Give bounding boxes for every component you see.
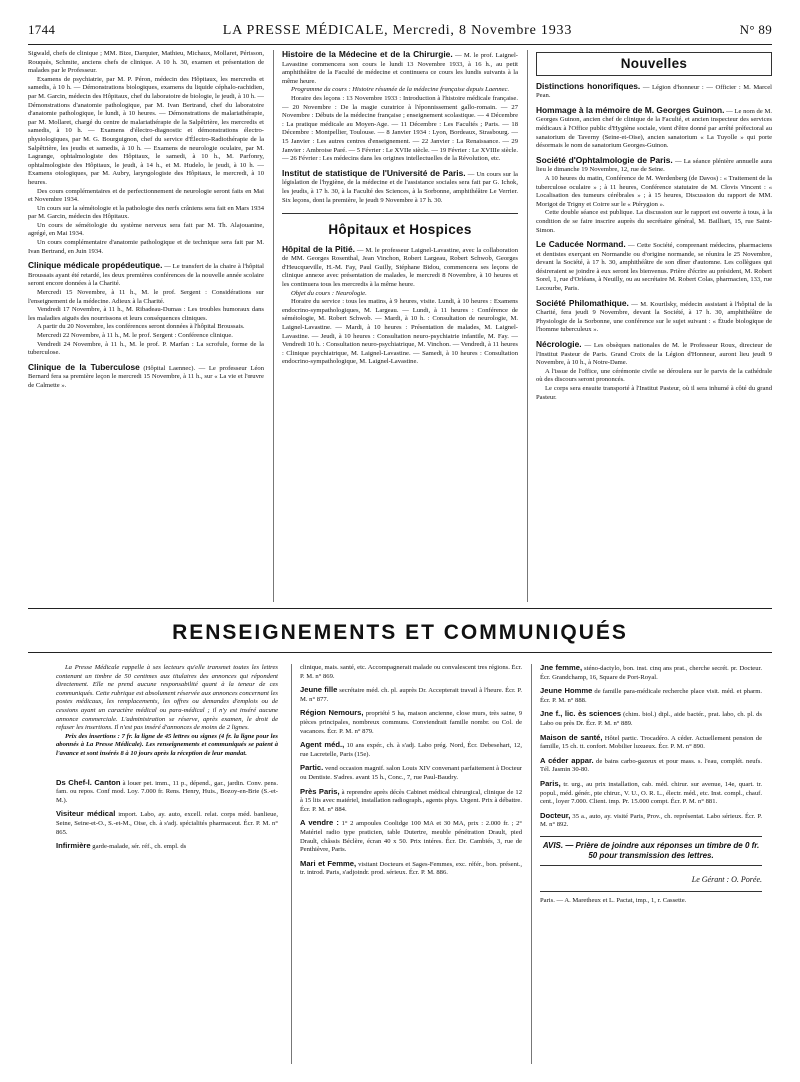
classified-ad [540,734,762,752]
classified-ad [300,764,522,782]
paragraph: Un cours sur la séméiologie et la pathologie des nerfs crâniens sera fait en Mars 1934 par M. Garcin, médecin des Hôpitaux. [28,204,264,221]
article-text: — Cette Société, comprenant médecins, pharmaciens et dentistes exerçant en Normandie ou d'origine normande, se réunira le 25 Novembre, devant la Société, à 17 h. 30, amphithéâtre de son dîner d'automne. Les collègues qui désireraient se joindre à eux seront les bienvenus. Prière d'écrire au président, M. Robert Sorel, 1, rue d'Orléans, à Neuilly, ou au secrétaire M. Robert Colas, pharmacien, 133, rue Lecourbe, Paris. [536,242,772,293]
ad-heading: Près Paris, [300,786,340,796]
ad-heading: Mari et Femme, [300,858,357,868]
classified-ad-continued: clinique, mais. santé, etc. Accompagnerait malade ou convalescent tres régions. Écr. P. M. n° 869. [300,664,522,680]
intro-notice [56,664,278,759]
paragraph: Un cours complémentaire d'anatomie pathologique et de technique sera fait par M. Ivan Bertrand, en Juin 1934. [28,239,264,255]
article-text: — Les obsèques nationales de M. le Professeur Roux, directeur de l'Institut Pasteur de Paris. Grand Croix de la Légion d'Honneur, auront lieu jeudi 9 Novembre, à 10 h., à Notre-Dame. [536,342,772,367]
classified-ad [540,687,762,705]
paragraph: Sigwald, chefs de clinique ; MM. Bize, Darquier, Mathieu, Michaux, Mollaret, Périsson, Rouquès, Schmite, anciens chefs de clinique. A 10 h. 30, examen et présentation de malades par le Professeur. [28,50,264,75]
ad-heading: A céder appar. [540,755,594,765]
article-text: — M. le prof. Laignel-Lavastine commencera son cours le lundi 13 Novembre 1933, à 16 h., au petit amphithéâtre de la Faculté de médecine et continuera ce cours les lundis suivants à la même heure. [282,52,518,85]
section-heading: Hôpitaux et Hospices [282,213,518,245]
article [536,156,772,175]
section-rule [28,608,772,609]
article-text: — M. Kourilsky, médecin assistant à l'hôpital de la Charité, fera jeudi 9 Novembre, devant la Société, à 17 h. 30, amphithéâtre de Physiologie de la Sorbonne, une conférence sur le sujet suivant : « Étude biologique de l'homme tuberculeux ». [536,300,772,334]
paragraph: A partir du 20 Novembre, les conférences seront données à l'hôpital Broussais. [37,323,245,331]
intro-paragraph: La Presse Médicale rappelle à ses lecteurs qu'elle transmet toutes les lettres contenant un timbre de 50 centimes aux titulaires des annonces qui répondent directement. Elle ne prend aucune responsabilité quant à la teneur de ces communiqués. Cette rubrique est absolument réservée aux annonces concernant les postes médicaux, les remplacements, les offres ou demandes d'emplois ou de cessions ayant un caractère médical ou para-médical ; il n'y est inséré aucune annonce commerciale. L'administration se réserve, après examen, le droit de refuser les insertions. Il n'est pas inséré d'annonces de moins de 2 lignes. [56,664,278,732]
article [536,106,772,151]
paragraph: A 10 heures du matin, Conférence de M. Werdenberg (de Davos) : « Traitement de la tuberculose oculaire » ; à 11 heures, Conférence statutaire de M. Clovis Vincent : « Localisation des tumeurs cérébrales » ; à 15 heures, Discussion du rapport de MM. Morigot de Trigny et Coirre sur le « Ptérygion ». [536,174,772,208]
article-heading: Histoire de la Médecine et de la Chirurgie. [282,50,453,59]
ad-heading: Ds Chef-l. Canton [56,777,121,787]
renseignements-column-2 [300,664,522,1064]
ad-heading: Jne femme, [540,664,583,672]
renseignements-title: RENSEIGNEMENTS ET COMMUNIQUÉS [172,621,628,644]
page-number: 1744 [28,22,56,37]
paragraph: Le corps sera ensuite transporté à l'Institut Pasteur, où il sera inhumé à côté du grand Pasteur. [536,385,772,401]
article-text: — Le transfert de la chaire à l'hôpital Broussais ayant été retardé, les deux premières conférences de la nouvelle année scolaire seront encore données à la Charité. [28,263,264,288]
paragraph: Des cours complémentaires et de perfectionnement de neurologie seront faits en Mai et Novembre 1934. [28,187,264,204]
ad-heading: Docteur, [540,810,571,820]
ad-heading: Région Nemours, [300,708,364,718]
classified-ad [56,779,278,806]
ad-text: garde-malade, sér. réf., ch. empl. ds [92,843,187,851]
article-text: — Légion d'honneur : — Officier : M. Marcel Pean. [536,83,772,100]
paragraph: Mercredi 15 Novembre, à 11 h., M. le prof. Sergent : Considérations sur l'enseignement de la médecine. Adieux à la Charité. [28,289,264,305]
article-heading: Société d'Ophtalmologie de Paris. [536,154,673,165]
paragraph: Vendredi 17 Novembre, à 11 h., M. Ribadeau-Dumas : Les troubles humoraux dans les maladies aiguës des nourrissons et leurs conséquences cliniques. [28,306,264,322]
ad-text: 10 ans expér., ch. à s'adj. Labo prég. Nord, Écr. Debesehart, 12, rue Lacretelle, Paris (15e). [300,742,522,758]
column-divider [273,50,274,602]
paragraph: A l'issue de l'office, une cérémonie civile se déroulera sur le parvis de la cathédrale où des discours seront prononcés. [536,367,772,384]
classified-ad [56,842,278,852]
ad-heading: Maison de santé, [540,732,603,742]
paragraph: Cette double séance est publique. La discussion sur le rapport est ouverte à tous, à la condition de se faire inscrire auprès du secrétaire général, M. Bailliart, 15, rue Saint-Simon. [536,209,772,234]
article [282,169,518,205]
gerant-signature: Le Gérant : O. Porée. [540,876,762,892]
column-1 [28,50,264,602]
paragraph: Programme du cours : Histoire résumée de la médecine française depuis Laennec. [291,86,510,94]
classified-ad [540,757,762,775]
article-heading: Hommage à la mémoire de M. Georges Guinon. [536,104,725,115]
ad-heading: Jeune fille [300,685,338,695]
ad-text: secrétaire méd. ch. pl. auprès Dr. Accepterait travail à l'heure. Écr. P. M. n° 877. [300,687,522,703]
column-divider [527,50,528,602]
article-text: (Hôpital Laennec). — Le professeur Léon Bernard fera sa première leçon le mercredi 15 Novembre, à 11 h., sur « La vie et l'œuvre de Calmette ». [28,364,264,389]
article-text: — Le nom de M. Georges Guinon, ancien chef de clinique de la Faculté, et ancien inspecteur des services médicaux à l'Office public d'Hygiène sociale, vient d'être donné par arrêté préfectoral au sanatorium de Taverny (Seine-et-Oise), ancien sanatorium « La Tuyolle » qui porte désormais le nom de sanatorium Georges-Guinon. [536,107,772,150]
classified-ad [300,860,522,878]
article [28,261,264,289]
article-heading: Hôpital de la Pitié. [282,243,355,254]
journal-title: LA PRESSE MÉDICALE, Mercredi, 8 Novembre 1933 [222,23,573,38]
ad-heading: Visiteur médical [56,809,116,819]
article-heading: Clinique de la Tuberculose [28,361,140,372]
article [536,240,772,294]
classified-ad [540,664,762,682]
ad-text: sténo-dactylo, bon. inst. cinq ans prat., cherche secrét. pr. Docteur. Écr. Grandchamp, 16, Square de Port-Royal. [540,665,762,681]
article-heading: Institut de statistique de l'Université de Paris. [282,167,466,178]
article-heading: Le Caducée Normand. [536,239,626,250]
article-heading: Société Philomathique. [536,297,629,308]
article-heading: Distinctions honorifiques. [536,80,641,91]
ad-text: propriété 5 ha, maison ancienne, close murs, très saine, 9 pièces principales, nombreux communs. Conviendrait famille nombr. ou Col. de vacances. Écr. P. M. n° 879. [300,710,522,735]
ad-heading: Paris, [540,778,561,788]
ad-text: visitant Docteurs et Sages-Femmes, exc. référ., bon. présent., tr. introd. Paris, s'adjoindr. prod. sérieux. Écr. P. M. 886. [300,860,522,877]
paragraph: Examens de psychiatrie, par M. P. Péron, médecin des Hôpitaux, les mercredis et samedis, à 10 h. — Démonstrations biologiques, examens du liquide céphalo-rachidien, par M. Garcin, médecin des Hôpitaux, chef du laboratoire de biologie, le jeudi, à 10 h. — Démonstrations d'anatomie pathologique, par M. Ivan Bertrand, chef du laboratoire d'anatomie pathologique, le lundi, à 10 heures. — Démonstrations de malariathérapie, par M. Mollaret, chargé du centre de malariathérapie de la Salpêtrière, les mercredis et samedis, à 10 h. — Examens d'électro-diagnostic et démonstrations électro-physiologiques, par M. G. Bourguignon, chef du service d'Électro-Radiothérapie de la Salpêtrière, les jeudis et samedis, à 10 h. — Examens de neurologie oculaire, par M. Lagrange, ophtalmologiste des Hôpitaux, le samedi, à 10 h., M. Parfonry, ophtalmologiste des Hôpitaux, le jeudi, à 14 h., et M. Hudelo, le jeudi, à 10 h. — Examens otologiques, par M. Aubry, laryngologiste des Hôpitaux, le mercredi, à 10 heures. [28,75,264,186]
ad-heading: Jne f., lic. ès sciences [540,709,622,719]
renseignements-column-3 [540,664,762,1064]
classified-ad [540,710,762,728]
ad-text: à reprendre après décès Cabinet médical chirurgical, clinique de 12 à 15 lits avec matériel, installation radiograph., agents phys. Urgent. Prix à débattre. Écr. P. M. n° 884. [300,788,522,813]
column-2 [282,50,518,602]
header-rule [28,44,772,45]
column-divider [531,664,532,1064]
classified-ad [56,810,278,837]
ad-text: tr. urg., au prix installation, cab. méd. chirur. sur avenue, 14e, quart. tr. popul., méd. génér., pte chirur., V. U., O. R. L., électr. méd., etc. Inst. compl., chauf. cent., loyer 7.000. Client. imp. Pr. 15.000 compt. Écr. P. M. n° 881. [540,780,762,806]
article [536,299,772,335]
article [28,363,264,391]
paragraph: Un cours de séméiologie du système nerveux sera fait par M. Th. Alajouanine, agrégé, en Mai 1934. [28,221,264,238]
ad-heading: Infirmière [56,841,91,851]
ad-text: de famille para-médicale recherche place visit. méd. et pharm. Écr. P. M. n° 888. [540,688,762,704]
ad-text: vend occasion magnif. salon Louis XIV convenant parfaitement à Docteur ou Dentiste. S'adres. avant 15 h., Conc., 7, rue Paul-Baudry. [300,765,522,781]
ad-heading: Jeune Homme [540,686,593,696]
avis-notice: AVIS. — Prière de joindre aux réponses un timbre de 0 fr. 50 pour transmission des lettres. [540,836,762,866]
article [536,340,772,368]
section-rule [28,652,772,653]
classified-ad [300,819,522,854]
paragraph: Horaire du service : tous les matins, à 9 heures, visite. Lundi, à 10 heures : Examens endocrino-sympathologiques, M. Largeau. — Lundi, à 11 heures : Conférence de séméiologie, M. Robert Schwob. — Mardi, à 10 h. : Consultation de neurologie, M. Laignel-Lavastine. — Mardi, à 10 heures : Présentation de malades, M. Laignel-Lavastine. — Jeudi, à 10 heures : Consultation neuro-psychiatrie infantile, M. Fay. — Vendredi 10 h. : Consultation neuro-psychiatrique, M. Vinchon. — Vendredi, à 11 heures : Clinique psychiatrique, M. Laignel-Lavastine. — Samedi, à 10 heures : Consultation endocrino-sympathologique, M. Laignel-Lavastine. [282,298,518,366]
classified-ad [300,709,522,736]
running-header [28,22,772,42]
intro-paragraph: Prix des insertions : 7 fr. la ligne de 45 lettres ou signes (4 fr. la ligne pour les abonnés à La Presse Médicale). Les renseignements et communiqués se paient à l'avance et sont insérés 8 à 10 jours après la réception de leur mandat. [56,732,278,757]
classified-ad [300,686,522,704]
column-3 [536,50,772,602]
ad-text: 1° 2 ampoules Coolidge 100 MA et 30 MA, prix : 2.000 fr. ; 2° Matériel radio type praticien, table Dutertre, meuble pénétration Drault, pied Drault, châssis Béclère, écran 40 x 50. Prix intéres. Écr. Dr. Cambiés, 3, rue de Penthièvre, Paris. [300,820,522,854]
nouvelles-box [536,52,772,76]
article-text: — M. le professeur Laignel-Lavastine, avec la collaboration de MM. Georges Rosenthal, Jean Vinchon, Robert Largeau, Robert Schwob, Georges d'Heucqueville, H.-M. Fay, Paul Guilly, Stéphane Bidou, commencera ses leçons de clinique annexe avec présentation de malades, le mercredi 8 Novembre, à 10 heures et les continuera tous les mercredis à la même heure. [282,246,518,289]
ad-text: 35 a., auto, ay. visité Paris, Prov., ch. représentat. Labo sérieux. Écr. P. M. n° 892. [540,812,762,829]
classified-ad [300,788,522,815]
ad-text: (chim. biol.) dipl., aide bactér., prat. labo, ch. pl. ds Labo ou près Dr. Écr. P. M. n° 889. [540,711,762,727]
ad-heading: Agent méd., [300,740,345,750]
section-heading: Nouvelles [620,56,688,71]
classified-ad [540,780,762,807]
paragraph: Horaire des leçons : 13 Novembre 1933 : Introduction à l'histoire médicale française. — 20 Novembre : De la magie curatrice à l'éponnissement gallo-romain. — 27 Novembre : Débuts de la médecine française ; enseignement scolastique. — 4 Décembre : La pratique médicale au Moyen-Age. — 11 Décembre : Les Facultés ; Paris. — 18 Décembre : Montpellier, Toulouse. — 8 Janvier 1934 : Lyon, Bordeaux, Strasbourg. — 15 Janvier : Les autres centres d'enseignement. — 22 Janvier : La Renaissance. — 29 Janvier : Ambroise Paré. — 5 Février : Le XVIIe siècle. — 19 Février : Le XVIIIe siècle. — 26 Février : Les médecins dans les origines intellectuelles de la Révolution, etc. [282,94,518,163]
renseignements-column-1 [56,664,278,1064]
ad-text: import. Labo, ay. auto, excell. relat. corps méd. banlieue, Seine, Seine-et-O., S.-et-M., Oise, ch. à s'adj. spécialités pharmaceut. Écr. P. M. n° 865. [56,811,278,836]
column-divider [291,664,292,1064]
article [536,82,772,101]
article [282,50,518,86]
issue-number: N° 89 [739,22,772,37]
article-text: — Un cours sur la législation de l'hygiène, de la médecine et de l'assistance sociales sera fait par G. Ichok, les jeudis, à 17 h. 30, à la Faculté des Sciences, à la Sorbonne, amphithéâtre Le Verrier. Six leçons, dont la première, le jeudi 9 Novembre à 17 h. 30. [282,170,518,204]
paragraph: Mercredi 22 Novembre, à 11 h., M. le prof. Sergent : Conférence clinique. [37,332,233,339]
article-heading: Clinique médicale propédeutique. [28,260,163,271]
ad-heading: A vendre : [300,818,339,828]
ad-heading: Partic. [300,763,324,773]
classified-ad [540,812,762,830]
ad-text: Hôtel partic. Trocadéro. A céder. Actuellement pension de famille, 15 ch. tt. confort. Mobilier luxueux. Écr. P. M. n° 890. [540,734,762,751]
classified-ad [300,741,522,759]
paragraph: Vendredi 24 Novembre, à 11 h., M. le prof. P. Marfan : La scrofule, forme de la tuberculose. [28,340,264,357]
printer-imprint: Paris. — A. Maretheux et L. Pactat, imp., 1, r. Cassette. [540,896,687,904]
ad-text: de bains carbo-gazeux et pour mass. s. l'eau, complét. neufs. Tél. Jasmin 30-80. [540,757,762,774]
article [282,245,518,290]
article-heading: Nécrologie. [536,339,582,350]
ad-text: à louer pet. imm., 11 p., dépend., gar., jardin. Conv. pens. fam. ou repos. Conf mod. Loy. 7.000 fr. Rens. Henry, Huis., Bozoy-en-Brie (S.-et-M.). [56,779,278,804]
article-text: — La séance plénière annuelle aura lieu le dimanche 19 Novembre, 12, rue de Seine. [536,157,772,174]
paragraph: Objet du cours : Neurologie. [291,289,367,297]
